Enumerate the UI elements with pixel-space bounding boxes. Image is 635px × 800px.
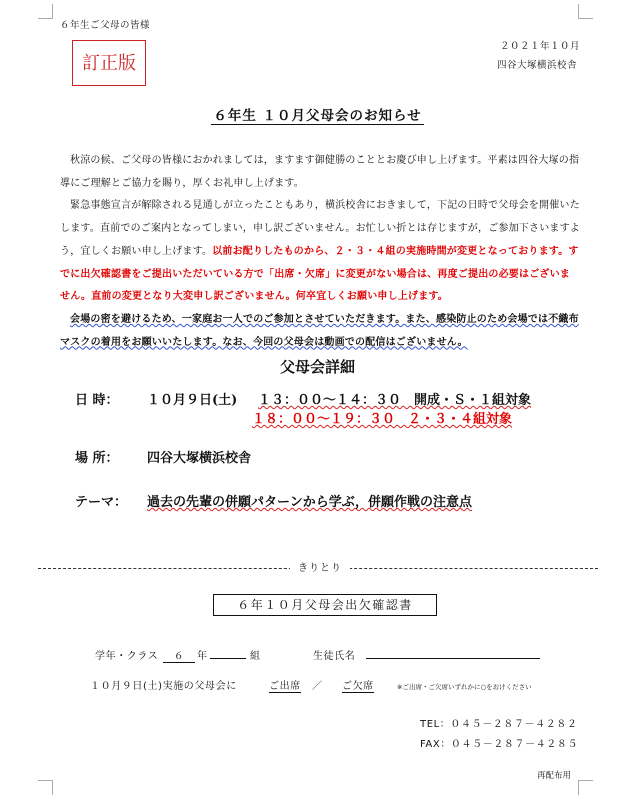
crop-mark-bottom-right: [578, 780, 593, 795]
recycled-note: 再配布用: [537, 771, 572, 781]
time-slot-2: １８：００～１９：３０ ２・３・４組対象: [252, 412, 513, 427]
school-name: 四谷大塚横浜校舎: [496, 60, 577, 71]
recipient: ６年生ご父母の皆様: [60, 20, 151, 31]
student-name-field[interactable]: [366, 647, 540, 659]
grade-unit: 年: [197, 651, 208, 662]
theme-label: テーマ：: [75, 495, 128, 510]
crop-mark-top-left: [38, 4, 53, 19]
place-value: 四谷大塚横浜校舎: [147, 451, 252, 466]
issue-date: ２０２１年１０月: [499, 41, 580, 52]
details-title: 父母会詳細: [279, 358, 355, 376]
change-notice: 以前お配りしたものから、２・３・４組の実施時間が変更となっております。すでに出欠確認書をご提出いただいている方で「出席・欠席」に変更がない場合は、再度ご提出の必要はございません。直前の変更となり大変申し訳ございません。何卒宜しくお願い申し上げます。: [60, 245, 579, 303]
fax-number: FAX：０４５－２８７－４２８５: [420, 739, 579, 750]
revised-stamp: 訂正版: [72, 40, 146, 86]
option-separator: ／: [312, 681, 323, 692]
theme-value: 過去の先輩の併願パターンから学ぶ，併願作戦の注意点: [147, 495, 473, 510]
page-title: ６年生 １０月父母会のお知らせ: [213, 108, 422, 124]
tel-number: TEL：０４５－２８７－４２８２: [420, 719, 578, 730]
grade-field[interactable]: ６: [163, 647, 195, 663]
name-label: 生徒氏名: [313, 651, 356, 662]
absent-option[interactable]: ご欠席: [342, 681, 374, 692]
crop-mark-top-right: [578, 4, 593, 19]
attend-option[interactable]: ご出席: [269, 681, 301, 692]
cut-label: きりとり: [290, 559, 350, 574]
selection-note: ※ご出席・ご欠席いずれかに○をおけください: [397, 683, 532, 691]
paragraph-greeting: 秋涼の候、ご父母の皆様におかれましては，ますます御健勝のこととお慶び申し上げます。平素は四谷大塚の指導にご理解とご協力を賜り，厚くお礼申し上げます。: [60, 155, 580, 189]
form-title: ６年１０月父母会出欠確認書: [213, 594, 437, 616]
class-label: 学年・クラス: [95, 651, 159, 662]
date-value: １０月９日(土): [147, 393, 238, 408]
class-unit: 組: [250, 651, 261, 662]
class-field[interactable]: [210, 647, 246, 659]
attend-prefix: １０月９日(土)実施の父母会に: [90, 681, 237, 692]
place-label: 場 所：: [75, 451, 119, 466]
time-slot-1: １３：００～１４：３０ 開成・Ｓ・１組対象: [258, 393, 532, 408]
date-label: 日 時：: [75, 393, 119, 408]
paragraph-attendance-rules: 会場の密を避けるため、一家庭お一人でのご参加とさせていただきます。また、感染防止のため会場では不織布マスクの着用をお願いいたします。なお、今回の父母会は動画での配信はございません。: [60, 313, 579, 348]
body-text: [60, 150, 580, 354]
paragraph-announcement: 緊急事態宣言が解除される見通しが立ったこともあり，横浜校舎におきまして，下記の日時で父母会を開催いたします。直前でのご案内となってしまい，申し訳ございません。お忙しい折とは存じますが，ご参加下さいますよう，宜しくお願い申し上げます。以前お配りしたものから、２・３・４組の実施時間が変更となっております。すでに出欠確認書をご提出いただいている方で「出席・欠席」に変更がない場合は、再度ご提出の必要はございません。直前の変更となり大変申し訳ございません。何卒宜しくお願い申し上げます。: [60, 200, 580, 303]
crop-mark-bottom-left: [38, 780, 53, 795]
